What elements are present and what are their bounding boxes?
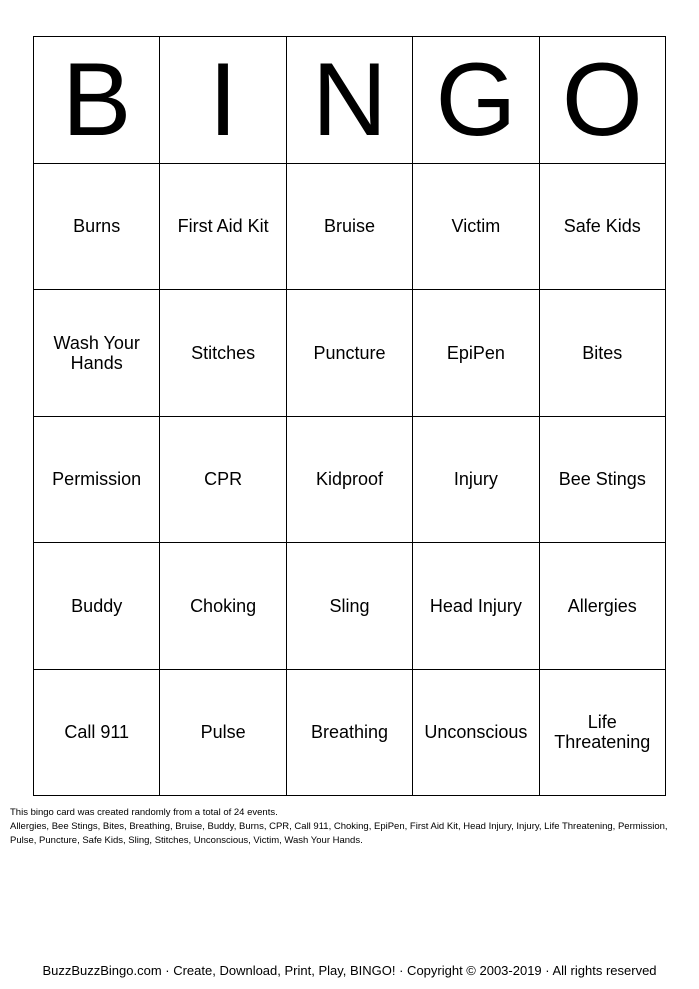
header-letter: O bbox=[540, 37, 666, 164]
bingo-cell: Wash Your Hands bbox=[34, 290, 160, 417]
header-letter: B bbox=[34, 37, 160, 164]
bingo-cell: Life Threatening bbox=[540, 670, 666, 797]
bingo-cell: CPR bbox=[160, 417, 286, 544]
note-event-list: Allergies, Bee Stings, Bites, Breathing, Bruise, Buddy, Burns, CPR, Call 911, Choking, EpiPen, First Aid Kit, Head Injury, Injury, Life Threatening, Permission, Pulse, Puncture, Safe Kids, Sling, Stitches, Unconscious, Victim, Wash Your Hands. bbox=[10, 821, 668, 846]
bingo-card bbox=[33, 36, 666, 796]
bingo-cell: Head Injury bbox=[413, 543, 539, 670]
bingo-cell: First Aid Kit bbox=[160, 164, 286, 291]
header-letter: G bbox=[413, 37, 539, 164]
bingo-cell: Stitches bbox=[160, 290, 286, 417]
bingo-cell: Burns bbox=[34, 164, 160, 291]
header-letter: I bbox=[160, 37, 286, 164]
note-summary: This bingo card was created randomly from a total of 24 events. bbox=[10, 807, 278, 818]
footer-copyright: BuzzBuzzBingo.com · Create, Download, Print, Play, BINGO! · Copyright © 2003-2019 · All rights reserved bbox=[42, 963, 657, 978]
bingo-cell: Choking bbox=[160, 543, 286, 670]
bingo-cell: Injury bbox=[413, 417, 539, 544]
bingo-cell: Unconscious bbox=[413, 670, 539, 797]
bingo-cell: Call 911 bbox=[34, 670, 160, 797]
bingo-cell: Pulse bbox=[160, 670, 286, 797]
card-note bbox=[10, 806, 690, 848]
bingo-cell: Victim bbox=[413, 164, 539, 291]
bingo-cell: Safe Kids bbox=[540, 164, 666, 291]
bingo-cell: Breathing bbox=[287, 670, 413, 797]
bingo-cell: Permission bbox=[34, 417, 160, 544]
bingo-cell: Allergies bbox=[540, 543, 666, 670]
bingo-cell: Buddy bbox=[34, 543, 160, 670]
bingo-cell: Kidproof bbox=[287, 417, 413, 544]
bingo-cell: Puncture bbox=[287, 290, 413, 417]
bingo-cell: Bee Stings bbox=[540, 417, 666, 544]
bingo-cell: Sling bbox=[287, 543, 413, 670]
bingo-cell: Bites bbox=[540, 290, 666, 417]
bingo-cell: EpiPen bbox=[413, 290, 539, 417]
bingo-cell: Bruise bbox=[287, 164, 413, 291]
header-letter: N bbox=[287, 37, 413, 164]
